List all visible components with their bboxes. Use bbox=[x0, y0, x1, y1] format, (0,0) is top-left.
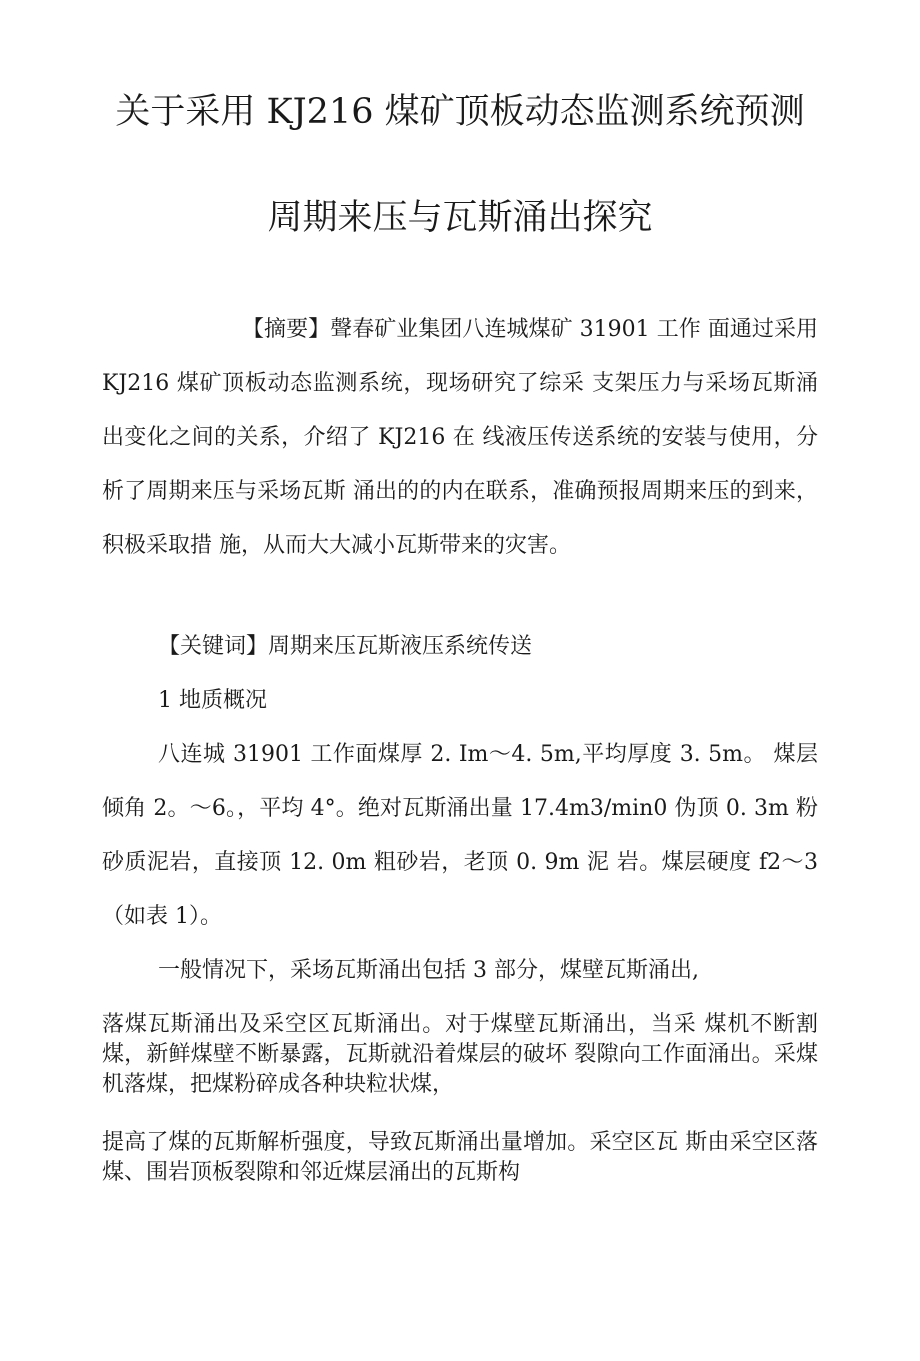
title-line-2: 周期来压与瓦斯涌出探究 bbox=[267, 198, 653, 238]
section-heading: 1 地质概况 bbox=[158, 688, 267, 713]
geology-paragraph: 八连城 31901 工作面煤厚 2. Im～4. 5m,平均厚度 3. 5m。 煤层倾角 2。～6。，平均 4°。绝对瓦斯涌出量 17.4m3/min0 伪顶 0. 3m 粉砂质泥岩，直接顶 12. 0m 粗砂岩，老顶 0. 9m 泥 岩。煤层硬度 f2～3 （如表 1）。 bbox=[102, 742, 818, 929]
gas-intro-paragraph: 一般情况下，采场瓦斯涌出包括 3 部分，煤壁瓦斯涌出, bbox=[158, 958, 699, 983]
abstract-paragraph: 【摘要】聲春矿业集团八连城煤矿 31901 工作 面通过采用 KJ216 煤矿顶板动态监测系统，现场研究了综采 支架压力与采场瓦斯涌出变化之间的关系，介绍了 KJ216 在 线液压传送系统的安装与使用，分析了周期来压与采场瓦斯 涌出的的内在联系，准确预报周期来压的到来，积极采取措 施，从而大大减小瓦斯带来的灾害。 bbox=[102, 317, 818, 558]
keywords-paragraph: 【关键词】周期来压瓦斯液压系统传送 bbox=[158, 634, 533, 659]
title-line-1: 关于采用 KJ216 煤矿顶板动态监测系统预测 bbox=[115, 92, 805, 132]
gas-continuation-paragraph-1: 落煤瓦斯涌出及采空区瓦斯涌出。对于煤壁瓦斯涌出，当采 煤机不断割煤，新鲜煤壁不断暴露，瓦斯就沿着煤层的破坏 裂隙向工作面涌出。采煤机落煤，把煤粉碎成各种块粒状煤， bbox=[102, 1012, 818, 1097]
gas-continuation-paragraph-2: 提高了煤的瓦斯解析强度，导致瓦斯涌出量增加。采空区瓦 斯由采空区落煤、围岩顶板裂隙和邻近煤层涌出的瓦斯构 bbox=[102, 1130, 818, 1185]
